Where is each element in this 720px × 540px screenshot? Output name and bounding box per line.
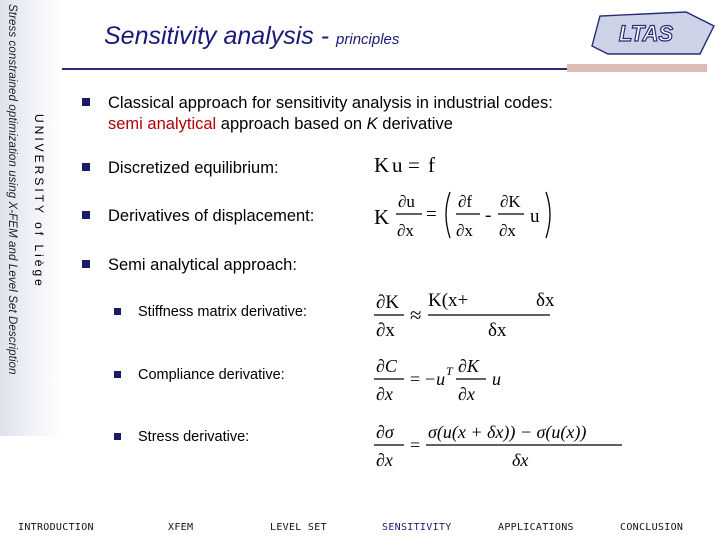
right-paren (546, 192, 550, 238)
comp-transpose: T (446, 364, 453, 378)
nav-xfem[interactable]: XFEM (168, 522, 194, 533)
formula-compliance (372, 350, 532, 410)
comp-minus-u: −u (424, 369, 446, 389)
nav-applications[interactable]: APPLICATIONS (498, 522, 574, 533)
bullet-line1: Classical approach for sensitivity analysis in industrial codes: (108, 94, 553, 112)
stress-dsigma: ∂σ (376, 422, 394, 442)
bullet-text (108, 93, 553, 135)
stiff-dK: ∂K (376, 292, 400, 313)
formula-equilibrium (372, 150, 462, 182)
stiff-denominator: δx (488, 320, 507, 341)
sidebar (0, 0, 62, 436)
disp-u: u (530, 206, 540, 227)
bullet-marker (82, 260, 90, 268)
nav-level-set[interactable]: LEVEL SET (270, 522, 327, 533)
comp-u: u (492, 369, 501, 389)
comp-dx: ∂x (376, 384, 393, 404)
disp-dx: ∂x (397, 221, 414, 240)
eq-equals: = (408, 153, 420, 177)
ltas-logo (590, 8, 716, 58)
course-title: Stress constrained optimization using X-FEM and Level Set Description (6, 4, 18, 375)
comp-dC: ∂C (376, 356, 397, 376)
title-sub: principles (336, 31, 400, 48)
title-main: Sensitivity analysis - (104, 22, 337, 50)
nav-conclusion[interactable]: CONCLUSION (620, 522, 684, 533)
disp-dK: ∂K (500, 192, 521, 211)
comp-dx: ∂x (458, 384, 475, 404)
logo-text: LTAS (618, 21, 674, 46)
bullet-line2b: derivative (377, 115, 453, 133)
stress-denominator: δx (512, 450, 529, 470)
bullet-text: Discretized equilibrium: (108, 159, 279, 177)
stiff-numerator: K(x+ (428, 290, 469, 311)
bullet-marker (82, 98, 90, 106)
eq-f: f (428, 153, 435, 177)
comp-equals: = (410, 369, 421, 389)
disp-K: K (374, 205, 390, 229)
disp-du: ∂u (398, 192, 415, 211)
disp-minus: - (485, 205, 492, 226)
bullet-text: Derivatives of displacement: (108, 207, 315, 225)
stiff-numerator-dx: δx (536, 290, 555, 311)
stress-dx: ∂x (376, 450, 393, 470)
bullet-line2a: approach based on (216, 115, 367, 133)
bullet-line2-italic: K (366, 115, 378, 133)
comp-dK: ∂K (458, 356, 479, 376)
bullet-marker (82, 211, 90, 219)
stiff-approx: ≈ (410, 303, 422, 327)
disp-dx: ∂x (499, 221, 516, 240)
accent-text: semi analytical (108, 115, 217, 133)
university-label: UNIVERSITY of Liège (32, 114, 46, 289)
bullet-text: Semi analytical approach: (108, 256, 297, 274)
bullet-marker (114, 308, 121, 315)
sub-bullet-text: Stiffness matrix derivative: (138, 304, 307, 320)
disp-equals: = (426, 204, 437, 225)
left-paren (446, 192, 450, 238)
sub-bullet-text: Compliance derivative: (138, 367, 285, 383)
disp-df: ∂f (458, 192, 473, 211)
disp-dx: ∂x (456, 221, 473, 240)
eq-K: K (374, 153, 390, 177)
bullet-marker (82, 163, 90, 171)
formula-stress (372, 416, 632, 476)
nav-sensitivity[interactable]: SENSITIVITY (382, 522, 452, 533)
page-title (104, 22, 399, 51)
stress-numerator: σ(u(x + δx)) − σ(u(x)) (428, 422, 587, 442)
footer-nav (0, 518, 720, 540)
nav-introduction[interactable]: INTRODUCTION (18, 522, 94, 533)
eq-u: u (392, 153, 403, 177)
sub-bullet-text: Stress derivative: (138, 429, 250, 445)
formula-stiffness (372, 286, 572, 346)
header-rule (62, 68, 567, 70)
bullet-marker (114, 371, 121, 378)
stress-equals: = (410, 435, 421, 455)
header-accent-block (567, 64, 707, 72)
stiff-dx: ∂x (376, 320, 395, 341)
formula-displacement (372, 186, 562, 246)
bullet-marker (114, 433, 121, 440)
